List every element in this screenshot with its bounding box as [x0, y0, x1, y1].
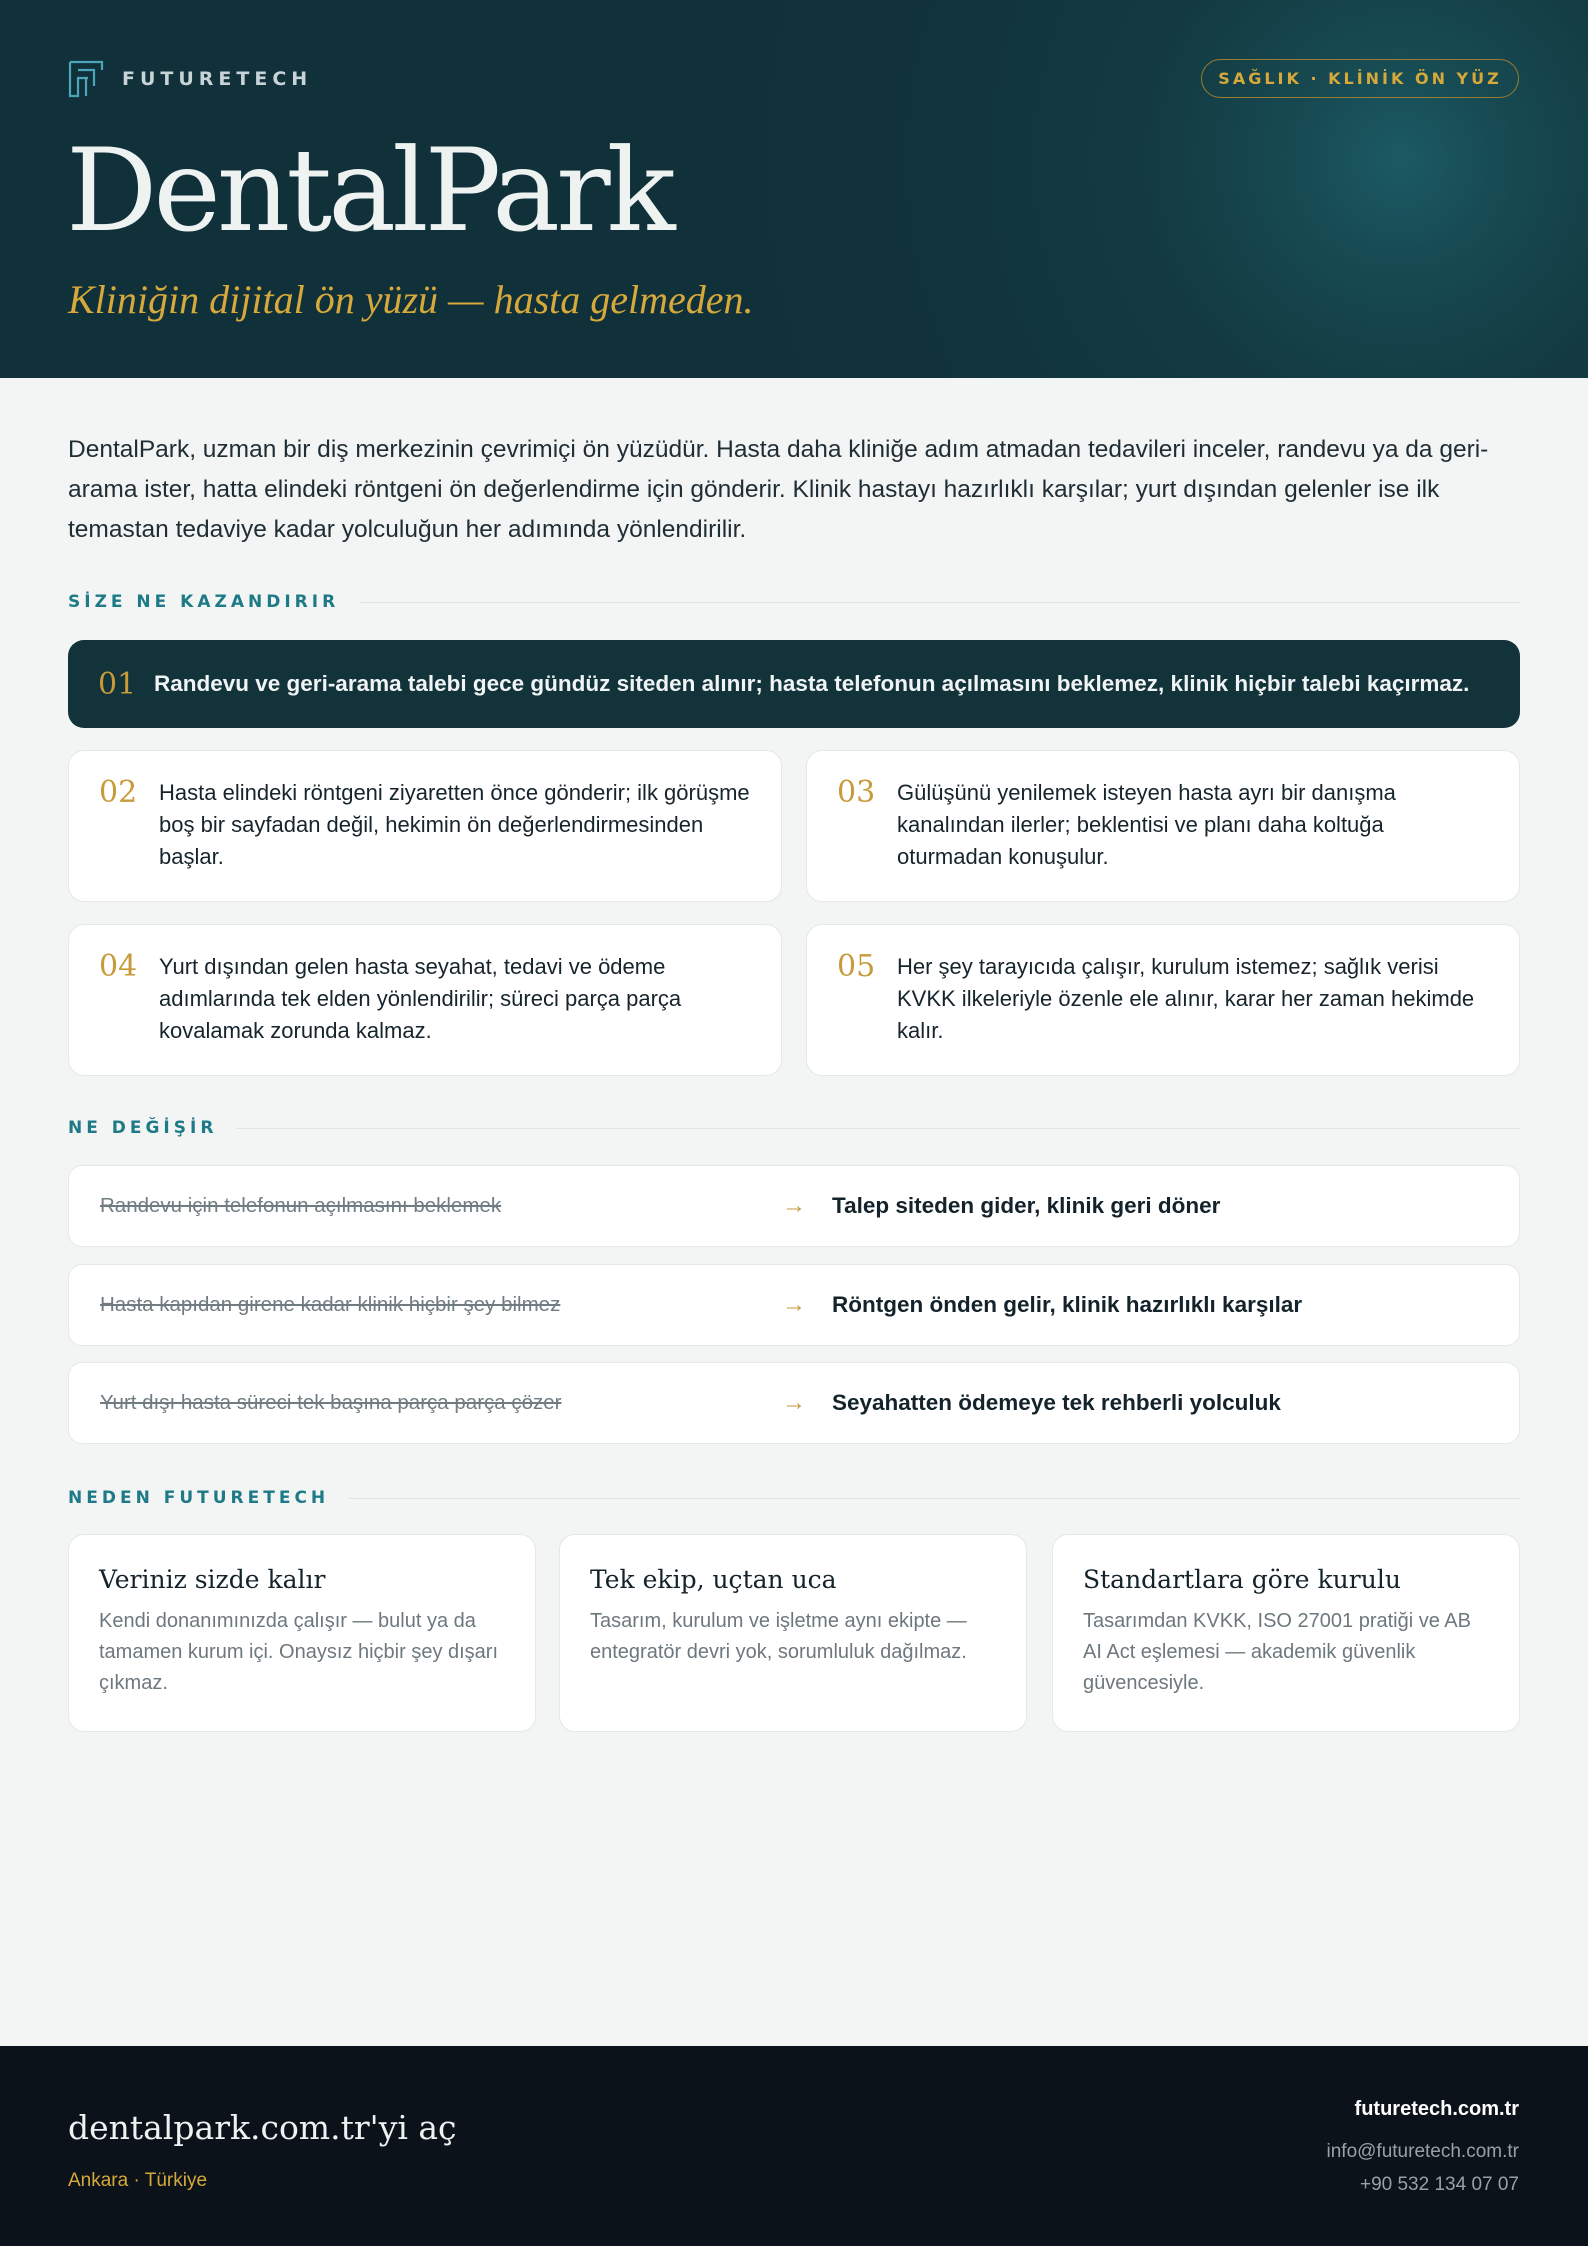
footer-location: Ankara · Türkiye [68, 2170, 208, 2191]
benefit-card [806, 750, 1520, 902]
change-row [68, 1165, 1520, 1247]
arrow-right-icon: → [782, 1389, 806, 1416]
change-after: Seyahatten ödemeye tek rehberli yolculuk [832, 1390, 1281, 1415]
futuretech-logo-icon [68, 60, 104, 98]
why-card-text: Tasarımdan KVKK, ISO 27001 pratiği ve AB AI Act eşlemesi — akademik güvenlik güvencesiyle. [1083, 1610, 1471, 1694]
benefit-card [68, 924, 782, 1076]
why-card-title: Standartlara göre kurulu [1083, 1565, 1401, 1594]
why-card-text: Kendi donanımınızda çalışır — bulut ya da tamamen kurum içi. Onaysız hiçbir şey dışarı çıkmaz. [99, 1610, 499, 1694]
brand[interactable] [68, 60, 312, 98]
benefit-number: 03 [837, 775, 876, 810]
open-site-link[interactable]: dentalpark.com.tr'yi aç [68, 2108, 457, 2147]
benefit-text: Randevu ve geri-arama talebi gece gündüz siteden alınır; hasta telefonun açılmasını beklemez, klinik hiçbir talebi kaçırmaz. [154, 671, 1470, 696]
why-card-title: Tek ekip, uçtan uca [590, 1565, 837, 1594]
arrow-right-icon: → [782, 1291, 806, 1318]
footer [0, 2046, 1588, 2246]
section-heading-label: NEDEN FUTURETECH [68, 1488, 330, 1508]
section-heading-changes [68, 1118, 1520, 1138]
change-before: Randevu için telefonun açılmasını beklemek [100, 1194, 502, 1217]
company-website-link[interactable]: futuretech.com.tr [1354, 2098, 1519, 2120]
benefit-number: 01 [98, 666, 137, 702]
section-heading-benefits [68, 592, 1520, 612]
change-row [68, 1362, 1520, 1444]
section-heading-label: NE DEĞİŞİR [68, 1118, 218, 1138]
intro-paragraph: DentalPark, uzman bir diş merkezinin çevrimiçi ön yüzüdür. Hasta daha kliniğe adım atmadan tedavileri inceler, randevu ya da geri-arama ister, hatta elindeki röntgeni ön değerlendirme için gönderir. Klinik hastayı hazırlıklı karşılar; yurt dışından gelenler ise ilk temastan tedaviye kadar yolculuğun her adımında yönlendirilir. [68, 436, 1489, 543]
benefit-number: 02 [99, 775, 138, 810]
why-card-text: Tasarım, kurulum ve işletme aynı ekipte — entegratör devri yok, sorumluluk dağılmaz. [590, 1610, 967, 1663]
section-divider [359, 602, 1520, 603]
why-card [559, 1534, 1027, 1732]
benefit-text: Her şey tarayıcıda çalışır, kurulum istemez; sağlık verisi KVKK ilkeleriyle özenle ele alınır, karar her zaman hekimde kalır. [897, 954, 1475, 1043]
change-before: Hasta kapıdan girene kadar klinik hiçbir şey bilmez [100, 1293, 561, 1316]
why-card-title: Veriniz sizde kalır [99, 1565, 326, 1594]
brand-name: FUTURETECH [122, 68, 313, 90]
benefit-card [68, 750, 782, 902]
hero-header [0, 0, 1588, 378]
section-divider [237, 1128, 1520, 1129]
benefit-number: 05 [837, 949, 876, 984]
benefit-text: Yurt dışından gelen hasta seyahat, tedavi ve ödeme adımlarında tek elden yönlendirilir; süreci parça parça kovalamak zorunda kalmaz. [159, 954, 682, 1043]
page-title: DentalPark [66, 124, 672, 257]
change-after: Talep siteden gider, klinik geri döner [832, 1193, 1221, 1218]
change-before: Yurt dışı hasta süreci tek başına parça parça çözer [100, 1391, 562, 1414]
why-card [68, 1534, 536, 1732]
page-subtitle: Kliniğin dijital ön yüzü — hasta gelmeden. [68, 277, 754, 322]
change-after: Röntgen önden gelir, klinik hazırlıklı karşılar [832, 1292, 1303, 1317]
footer-contact [1327, 2098, 1519, 2201]
section-heading-label: SİZE NE KAZANDIRIR [68, 592, 340, 612]
category-badge: SAĞLIK · KLİNİK ÖN YÜZ [1201, 59, 1519, 98]
contact-phone[interactable]: +90 532 134 07 07 [1359, 2174, 1519, 2195]
why-card [1052, 1534, 1520, 1732]
benefit-text: Hasta elindeki röntgeni ziyaretten önce gönderir; ilk görüşme boş bir sayfadan değil, hekimin ön değerlendirmesinden başlar. [159, 780, 750, 869]
contact-email[interactable]: info@futuretech.com.tr [1326, 2141, 1519, 2162]
section-heading-why [68, 1488, 1520, 1508]
arrow-right-icon: → [782, 1192, 806, 1219]
benefit-text: Gülüşünü yenilemek isteyen hasta ayrı bir danışma kanalından ilerler; beklentisi ve planı daha koltuğa oturmadan konuşulur. [897, 780, 1396, 869]
benefit-card [806, 924, 1520, 1076]
benefit-item-highlight [68, 640, 1520, 728]
change-row [68, 1264, 1520, 1346]
section-divider [349, 1498, 1520, 1499]
benefit-number: 04 [99, 949, 138, 984]
